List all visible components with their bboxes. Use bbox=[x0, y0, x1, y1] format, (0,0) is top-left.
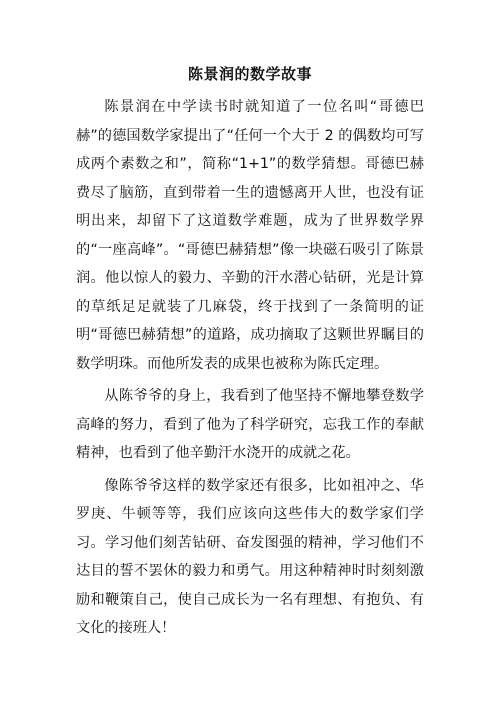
document-title: 陈景润的数学故事 bbox=[187, 65, 312, 83]
paragraph-2: 从陈爷爷的身上，我看到了他坚持不懈地攀登数学高峰的努力，看到了他为了科学研究，忘我工作的奉献精神，也看到了他辛勤汗水浇开的成就之花。 bbox=[76, 388, 424, 461]
paragraph-1: 陈景润在中学读书时就知道了一位名叫“哥德巴赫”的德国数学家提出了“任何一个大于 2 的偶数均可写成两个素数之和”，简称“1+1”的数学猜想。哥德巴赫费尽了脑筋，直到带着一生的遗憾离开人世，也没有证明出来，却留下了这道数学难题，成为了世界数学界的“一座高峰”。“哥德巴赫猜想”像一块磁石吸引了陈景润。他以惊人的毅力、辛勤的汗水潜心钻研，光是计算的草纸足足就装了几麻袋，终于找到了一条简明的证明“哥德巴赫猜想”的道路，成功摘取了这颗世界瞩目的数学明珠。而他所发表的成果也被称为陈氏定理。 bbox=[76, 99, 424, 372]
document-body bbox=[76, 93, 424, 643]
paragraph-3: 像陈爷爷这样的数学家还有很多，比如祖冲之、华罗庚、牛顿等等，我们应该向这些伟大的数学家们学习。学习他们刻苦钻研、奋发图强的精神，学习他们不达目的誓不罢休的毅力和勇气。用这种精神时时刻刻激励和鞭策自己，使自己成长为一名有理想、有抱负、有文化的接班人！ bbox=[76, 477, 424, 636]
